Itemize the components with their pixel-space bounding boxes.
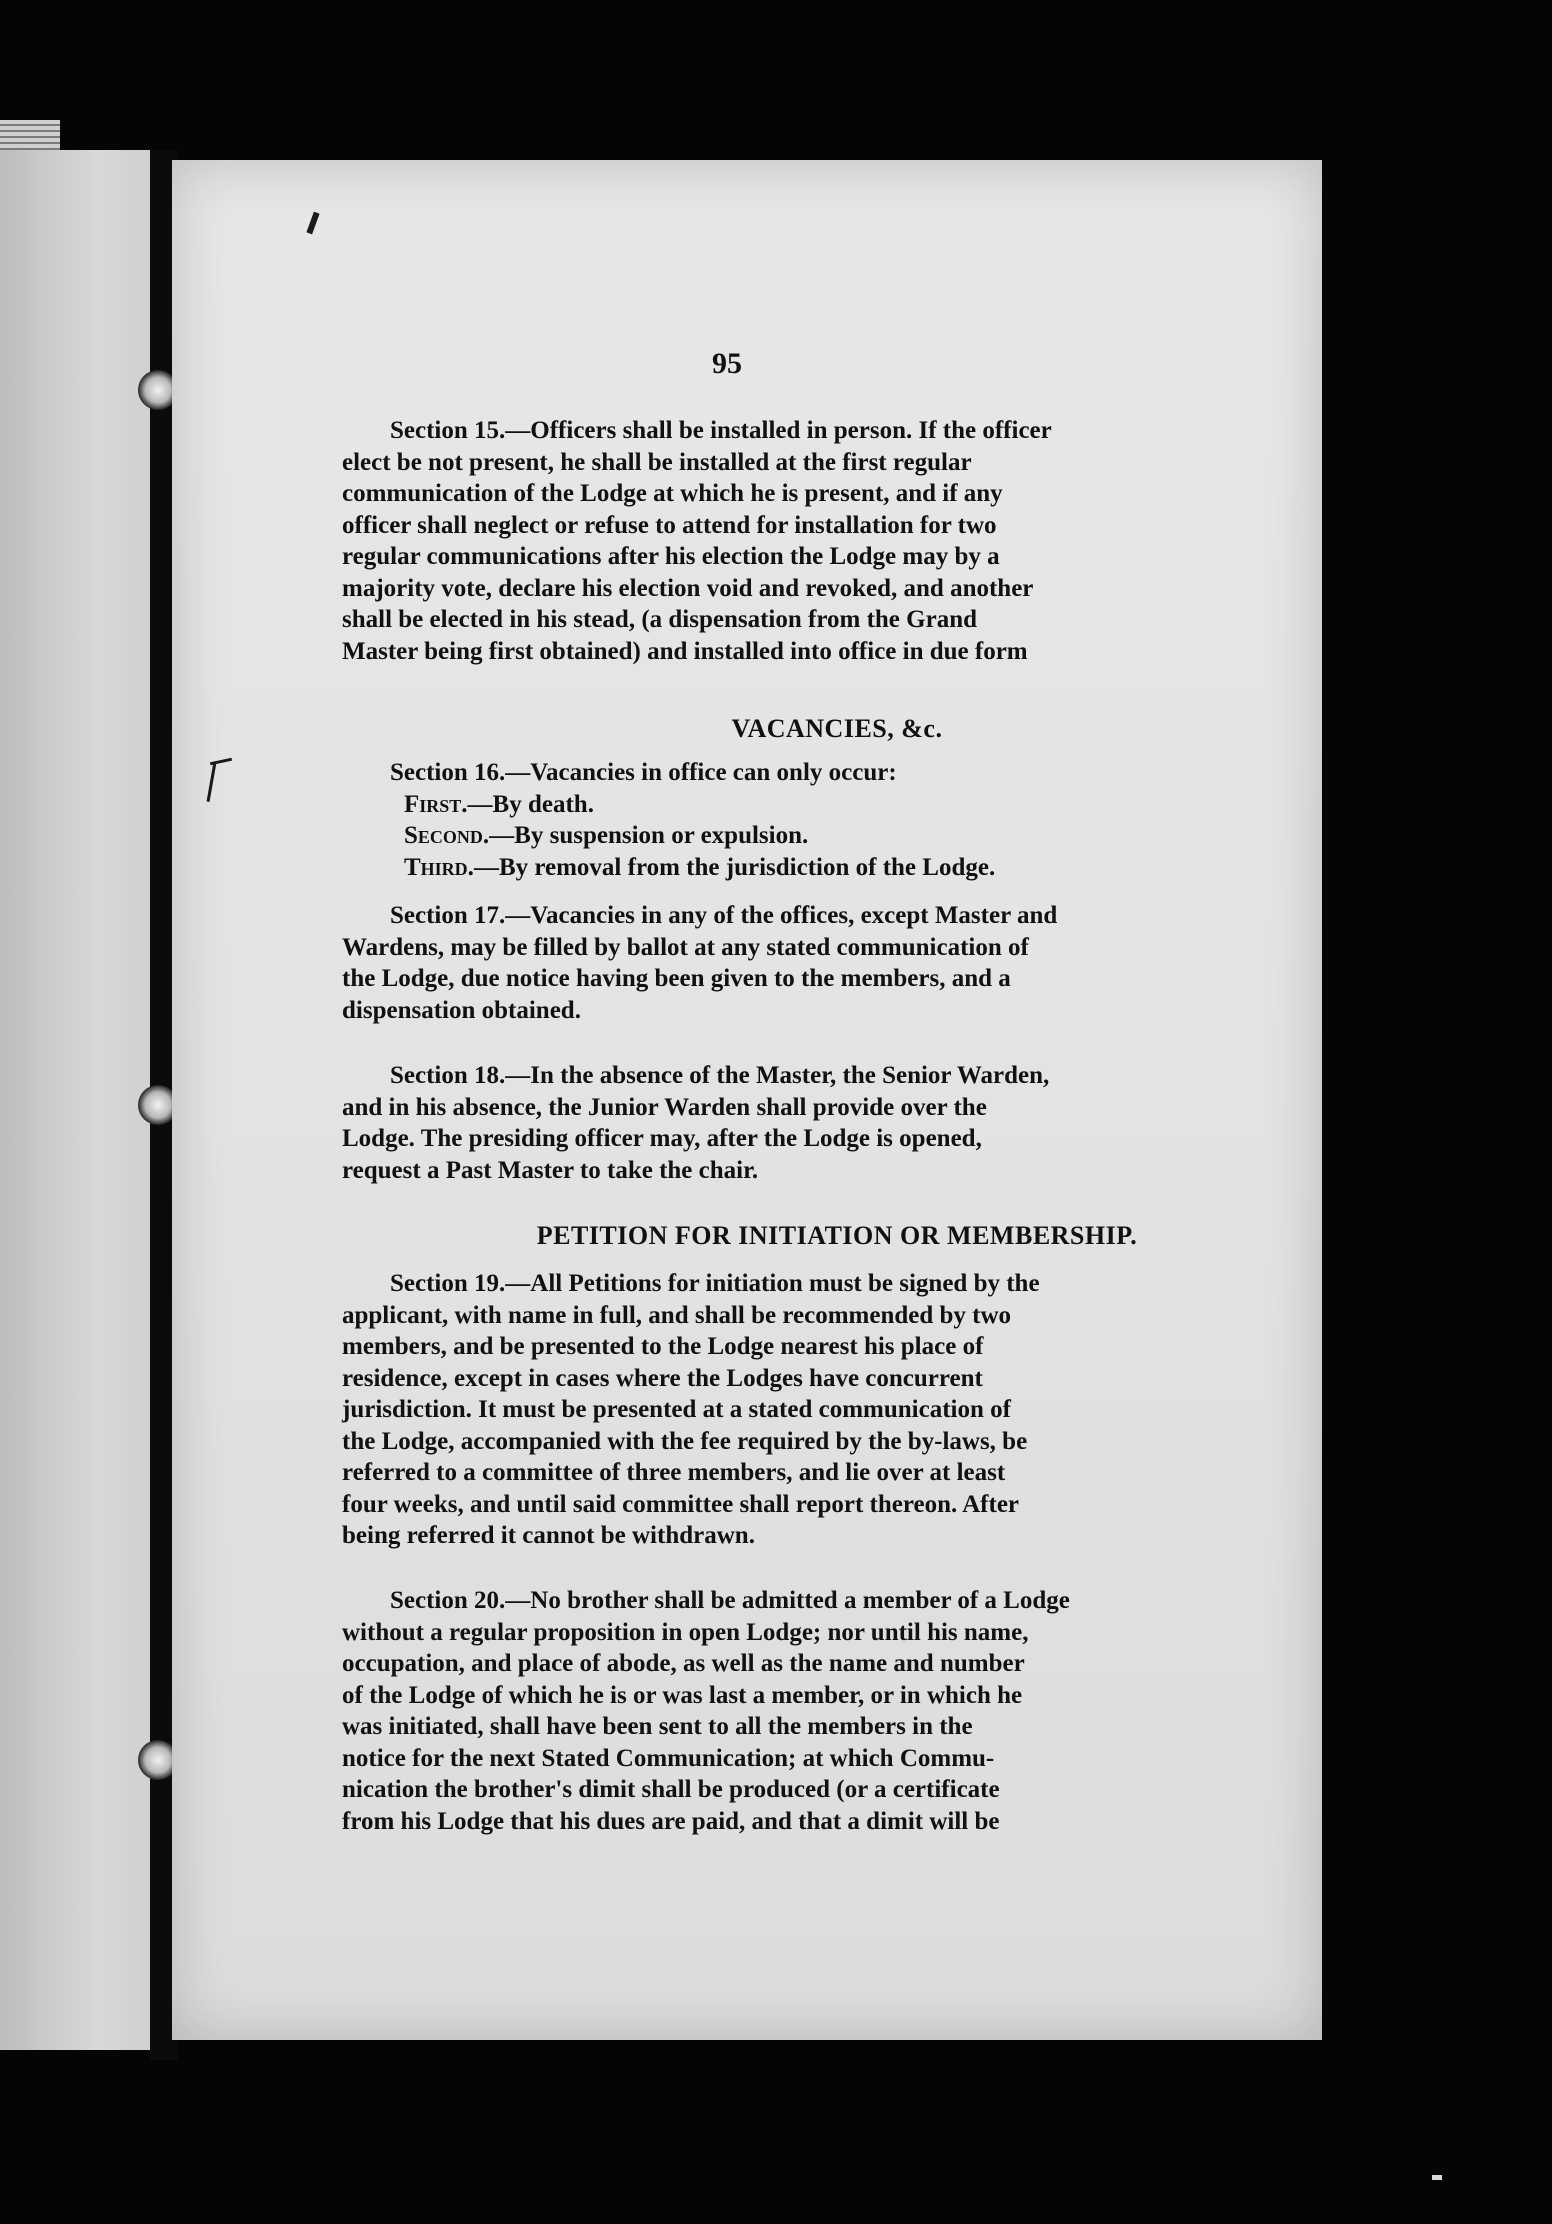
section-17: [342, 900, 1332, 1026]
list-item-label: First.: [404, 790, 468, 818]
section-18: [342, 1060, 1332, 1186]
text-line: notice for the next Stated Communication; at which Commu-: [342, 1744, 995, 1772]
text-line: from his Lodge that his dues are paid, and that a dimit will be: [342, 1807, 1000, 1835]
text-line: regular communications after his election the Lodge may by a: [342, 543, 1000, 570]
heading-vacancies: VACANCIES, &c.: [731, 714, 943, 743]
list-item-label: Third.: [404, 853, 474, 881]
text-line: shall be elected in his stead, (a dispensation from the Grand: [342, 606, 977, 633]
previous-page-strip: [0, 150, 160, 2050]
list-item: [342, 820, 1332, 852]
text-line: was initiated, shall have been sent to all the members in the: [342, 1713, 973, 1740]
section-15: [342, 415, 1332, 667]
text-line: Section 17.—Vacancies in any of the offices, except Master and: [390, 902, 1058, 929]
text-line: Wardens, may be filled by ballot at any stated communication of: [342, 933, 1029, 961]
text-line: applicant, with name in full, and shall be recommended by two: [342, 1301, 1012, 1329]
section-16: [342, 757, 1332, 883]
text-line: communication of the Lodge at which he is present, and if any: [342, 480, 1003, 507]
text-line: jurisdiction. It must be presented at a stated communication of: [342, 1396, 1011, 1423]
text-line: dispensation obtained.: [342, 996, 581, 1024]
list-item: [342, 789, 1332, 821]
text-line: occupation, and place of abode, as well as the name and number: [342, 1650, 1025, 1677]
text-line: four weeks, and until said committee shall report thereon. After: [342, 1490, 1020, 1518]
text-line: officer shall neglect or refuse to attend for installation for two: [342, 511, 997, 539]
list-item-text: —By removal from the jurisdiction of the Lodge.: [473, 853, 996, 881]
heading-petition: PETITION FOR INITIATION OR MEMBERSHIP.: [536, 1221, 1138, 1250]
text-line: Section 16.—Vacancies in office can only occur:: [390, 759, 897, 786]
text-line: nication the brother's dimit shall be produced (or a certificate: [342, 1776, 1000, 1803]
section-20: [342, 1585, 1332, 1837]
list-item-label: Second.: [404, 822, 490, 849]
text-line: without a regular proposition in open Lodge; nor until his name,: [342, 1618, 1029, 1646]
text-line: request a Past Master to take the chair.: [342, 1156, 759, 1184]
text-line: Section 18.—In the absence of the Master, the Senior Warden,: [390, 1062, 1050, 1089]
text-line: of the Lodge of which he is or was last a member, or in which he: [342, 1681, 1023, 1709]
text-line: members, and be presented to the Lodge nearest his place of: [342, 1333, 984, 1360]
text-line: elect be not present, he shall be installed at the first regular: [342, 448, 972, 476]
text-line: residence, except in cases where the Lodges have concurrent: [342, 1364, 983, 1392]
text-line: the Lodge, accompanied with the fee required by the by-laws, be: [342, 1427, 1028, 1455]
text-line: referred to a committee of three members, and lie over at least: [342, 1459, 1006, 1486]
text-line: the Lodge, due notice having been given to the members, and a: [342, 965, 1011, 992]
text-line: majority vote, declare his election void and revoked, and another: [342, 574, 1034, 602]
page-number: 95: [712, 347, 742, 380]
text-line: and in his absence, the Junior Warden shall provide over the: [342, 1093, 987, 1121]
text-line: being referred it cannot be withdrawn.: [342, 1522, 755, 1549]
scan-speck: [1432, 2175, 1442, 2180]
text-line: Section 19.—All Petitions for initiation must be signed by the: [390, 1270, 1040, 1297]
section-19: [342, 1268, 1332, 1552]
text-line: Section 15.—Officers shall be installed in person. If the officer: [390, 417, 1052, 444]
page-text: [172, 160, 1322, 2040]
list-item-text: —By suspension or expulsion.: [489, 822, 809, 849]
book-page: [172, 160, 1322, 2040]
text-line: Master being first obtained) and installed into office in due form: [342, 637, 1028, 665]
list-item: [342, 852, 1332, 884]
list-item-text: —By death.: [467, 790, 594, 818]
text-line: Lodge. The presiding officer may, after the Lodge is opened,: [342, 1125, 982, 1152]
text-line: Section 20.—No brother shall be admitted a member of a Lodge: [390, 1587, 1070, 1614]
